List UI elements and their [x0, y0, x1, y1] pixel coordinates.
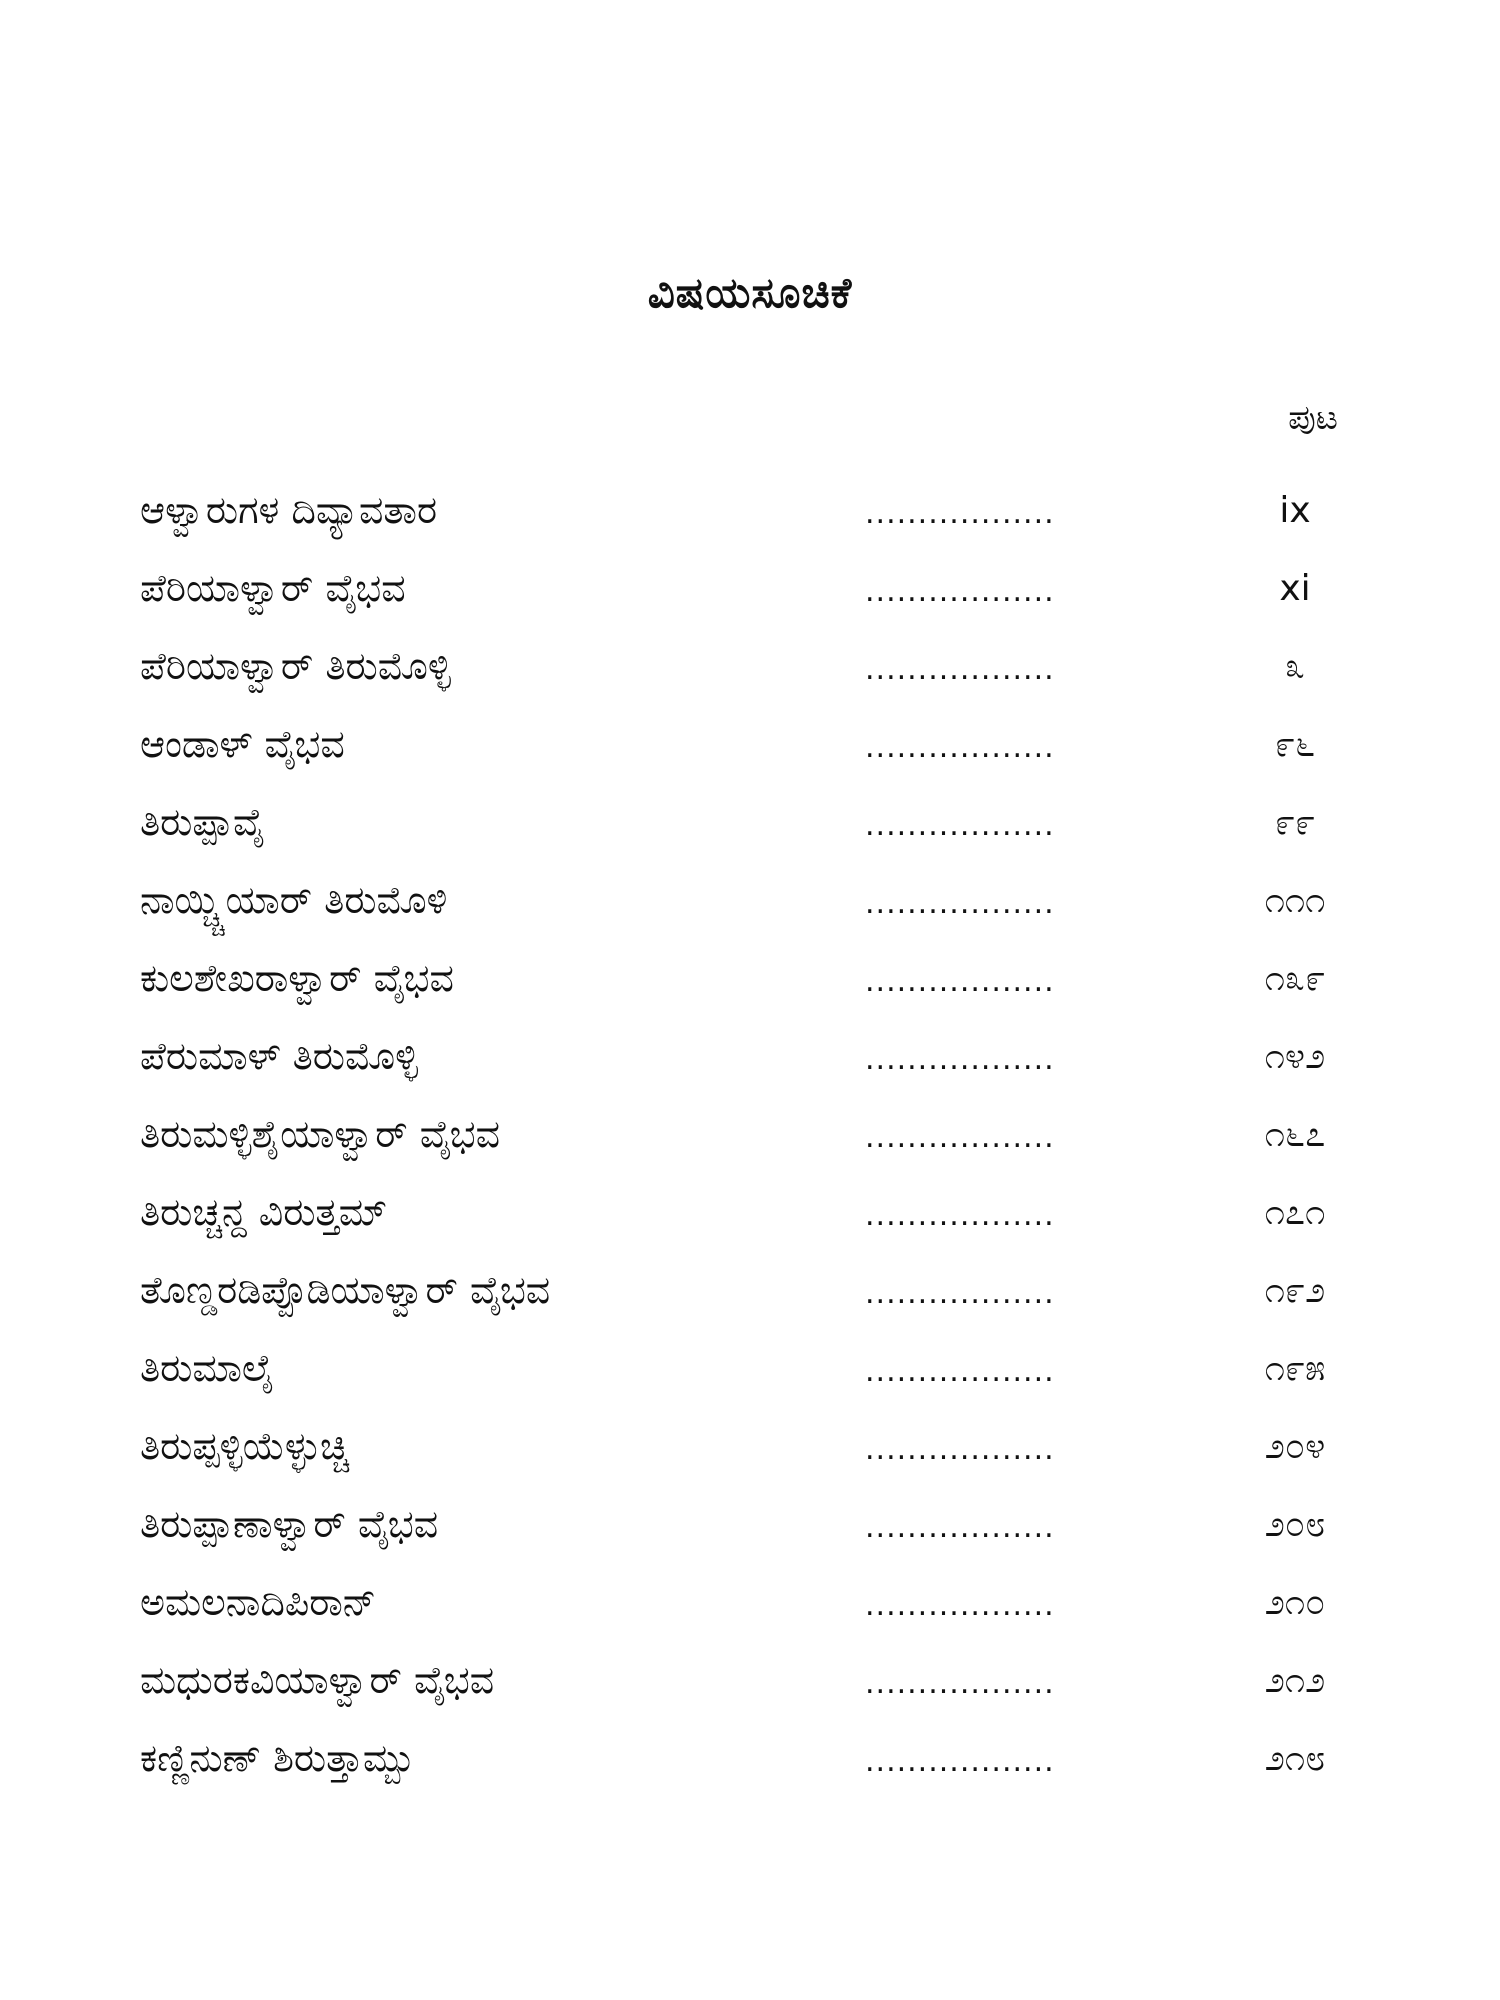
toc-entry-page-number: ೯೯ [1274, 802, 1316, 843]
toc-entry [140, 560, 1355, 638]
toc-entry-title: ತಿರುಪ್ಪಾಣಾಳ್ವಾರ್ ವೈಭವ [140, 1502, 439, 1546]
toc-entry-page-number: ೨೧೮ [1264, 1738, 1326, 1779]
toc-entry [140, 638, 1355, 716]
toc-entry-page-number: ೧೩೯ [1264, 958, 1326, 999]
toc-entry-title: ಆಳ್ವಾರುಗಳ ದಿವ್ಯಾವತಾರ [140, 488, 438, 532]
toc-entry-page-number: ix [1279, 490, 1311, 531]
toc-entry [140, 1652, 1355, 1730]
toc-entry-page-number: ೧೧೧ [1264, 880, 1326, 921]
toc-entry-page-number: xi [1279, 568, 1311, 609]
toc-entry [140, 1262, 1355, 1340]
toc-entry-title: ಕಣ್ಣಿನುಣ್ ಶಿರುತ್ತಾಮ್ಬು [140, 1736, 416, 1780]
toc-entry [140, 1340, 1355, 1418]
toc-entry-title: ನಾಯ್ಚ್ಚಿಯಾರ್ ತಿರುಮೊಳಿ [140, 878, 448, 922]
toc-entry-title: ತಿರುಪ್ಪಳ್ಳಿಯೆಳ್ಳುಚ್ಚಿ [140, 1424, 350, 1468]
toc-entry [140, 1106, 1355, 1184]
toc-dot-leader: .................. [865, 652, 1055, 687]
toc-entry [140, 1730, 1355, 1808]
toc-entry [140, 1574, 1355, 1652]
toc-entry-title: ಅಮಲನಾದಿಪಿರಾನ್ [140, 1580, 377, 1624]
toc-dot-leader: .................. [865, 1744, 1055, 1779]
toc-dot-leader: .................. [865, 730, 1055, 765]
toc-entry-title: ಪೆರಿಯಾಳ್ವಾರ್ ವೈಭವ [140, 566, 406, 610]
toc-dot-leader: .................. [865, 1666, 1055, 1701]
toc-entry-page-number: ೨೦೮ [1264, 1504, 1326, 1545]
toc-dot-leader: .................. [865, 1588, 1055, 1623]
toc-dot-leader: .................. [865, 574, 1055, 609]
toc-entry-page-number: ೯೬ [1274, 724, 1316, 765]
toc-entry [140, 1418, 1355, 1496]
toc-entry-page-number: ೨೧೦ [1264, 1582, 1326, 1623]
toc-entry-title: ಪೆರಿಯಾಳ್ವಾರ್ ತಿರುಮೊಳ್ಳಿ [140, 644, 451, 688]
toc-dot-leader: .................. [865, 964, 1055, 999]
toc-dot-leader: .................. [865, 886, 1055, 921]
toc-dot-leader: .................. [865, 808, 1055, 843]
toc-entry-page-number: ೧೯೨ [1264, 1270, 1326, 1311]
toc-dot-leader: .................. [865, 1120, 1055, 1155]
toc-dot-leader: .................. [865, 1354, 1055, 1389]
toc-entry [140, 872, 1355, 950]
page-title: ವಿಷಯಸೂಚಿಕೆ [647, 268, 853, 317]
toc-dot-leader: .................. [865, 1432, 1055, 1467]
toc-entry-page-number: ೧೯೫ [1264, 1348, 1326, 1389]
toc-dot-leader: .................. [865, 1198, 1055, 1233]
toc-entry-page-number: ೨೧೨ [1264, 1660, 1326, 1701]
toc-entry-title: ಮಧುರಕವಿಯಾಳ್ವಾರ್ ವೈಭವ [140, 1658, 495, 1702]
toc-entry-title: ಆಂಡಾಳ್ ವೈಭವ [140, 722, 345, 766]
toc-entry-title: ತಿರುಪ್ಪಾವೈ [140, 800, 266, 844]
toc-entry-title: ಪೆರುಮಾಳ್ ತಿರುಮೊಳ್ಳಿ [140, 1034, 419, 1078]
toc-entry [140, 482, 1355, 560]
toc-entry [140, 1028, 1355, 1106]
toc-dot-leader: .................. [865, 1276, 1055, 1311]
toc-entry-page-number: ೧೭೧ [1264, 1192, 1326, 1233]
toc-entry-title: ತಿರುಮಳ್ಳಿಶೈಯಾಳ್ವಾರ್ ವೈಭವ [140, 1112, 500, 1156]
toc-entry-page-number: ೧೪೨ [1264, 1036, 1326, 1077]
toc-entry [140, 950, 1355, 1028]
toc-entry [140, 1184, 1355, 1262]
toc-entry [140, 716, 1355, 794]
toc-entry-title: ತಿರುಮಾಲೈ [140, 1346, 275, 1390]
page-number-column-header: ಪುಟ [1288, 398, 1338, 438]
toc-dot-leader: .................. [865, 496, 1055, 531]
toc-entry-page-number: ೨೦೪ [1264, 1426, 1326, 1467]
toc-entry [140, 1496, 1355, 1574]
toc-entry-page-number: ೧೬೭ [1264, 1114, 1326, 1155]
toc-entry [140, 794, 1355, 872]
toc-entry-title: ತಿರುಚ್ಚನ್ದ ವಿರುತ್ತಮ್ [140, 1190, 388, 1234]
toc-dot-leader: .................. [865, 1042, 1055, 1077]
toc-entry-page-number: ೩ [1284, 646, 1306, 687]
toc-entry-title: ಕುಲಶೇಖರಾಳ್ವಾರ್ ವೈಭವ [140, 956, 454, 1000]
toc-dot-leader: .................. [865, 1510, 1055, 1545]
table-of-contents [140, 482, 1355, 1808]
toc-entry-title: ತೊಣ್ಡರಡಿಪ್ಪೊಡಿಯಾಳ್ವಾರ್ ವೈಭವ [140, 1268, 551, 1312]
